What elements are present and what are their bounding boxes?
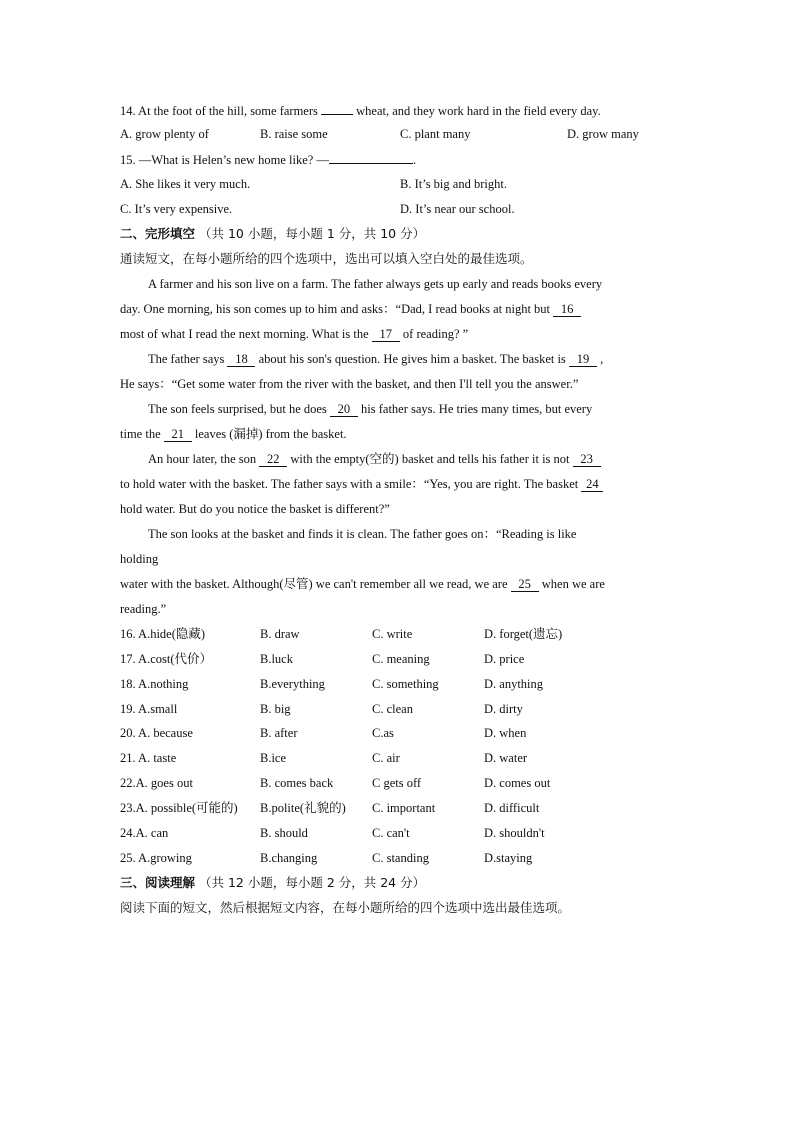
section-3-title: 三、阅读理解 [120, 875, 196, 890]
passage-line: most of what I read the next morning. What is the 17 of reading? ” [120, 327, 469, 341]
question-14-stem [120, 102, 601, 119]
q14-blank [321, 102, 353, 115]
passage-line: hold water. But do you notice the basket is different?” [120, 502, 390, 516]
section-2-instruction: 通读短文，在每小题所给的四个选项中，选出可以填入空白处的最佳选项。 [120, 251, 533, 266]
q14-option-c: C. plant many [400, 127, 471, 141]
q15-text: 15. —What is Helen’s new home like? — [120, 153, 329, 167]
q15-option-a: A. She likes it very much. [120, 177, 251, 191]
q15-option-b: B. It’s big and bright. [400, 177, 507, 191]
section-3-instruction: 阅读下面的短文，然后根据短文内容，在每小题所给的四个选项中选出最佳选项。 [120, 900, 571, 915]
blank-16: 16 [553, 302, 581, 317]
blank-22: 22 [259, 452, 287, 467]
q14-text-before: 14. At the foot of the hill, some farmers [120, 104, 318, 118]
q14-text-after: wheat, and they work hard in the field every day. [356, 104, 601, 118]
blank-24: 24 [581, 477, 603, 492]
blank-18: 18 [227, 352, 255, 367]
exam-page: 14. At the foot of the hill, some farmers wheat, and they work hard in the field every day. A. grow plenty of B. raise some C. plant many D. grow many 15. —What is Helen’s new home like? — . A. She likes it very much. B. It’s big and bright. C. It’s very expensive. D. It’s near our school. 二、完形填空 （共 10 小题，每小题 1 分，共 10 分） 通读短文，在每小题所给的四个选项中，选出可以填入空白处的最佳选项。 A farmer and his son live on a farm. The father always gets up early and reads books every day. One morning, his son comes up to him and asks：“Dad, I read books at night but 16 most of what I read the next morning. What is the 17 of reading? ” The father says 18 about his son's question. He gives him a basket. The basket is 19 , He says：“Get some water from the river with the basket, and then I'll tell you the answer.” The son feels surprised, but he does 20 his father says. He tries many times, but every time the 21 leaves (漏掉) from the basket. An hour later, the son 22 with the empty(空的) basket and tells his father it is not 23 to hold water with the basket. The father says with a smile：“Yes, you are right. The basket 24 hold water. But do you notice the basket is different?” The son looks at the basket and finds it is clean. The father goes on：“Reading is like holding water with the basket. Although(尽管) we can't remember all we read, we are 25 when we are reading.” 16. A.hide(隐藏) B. draw C. write D. forget(遗忘) 17. A.cost(代价） B.luck C. meaning D. price 18. A.nothing B.everything C. something D. anything 19. A.small B. big C. clean D. dirty 20. A. because B. after C.as D. when 21. A. taste B.ice C. air D. water 22.A. goes out B. comes back C gets off D. comes out 23.A. possible(可能的) B.polite(礼貌的) C. important D. difficult 24.A. can B. should C. can't D. shouldn't 25. A.growing B.changing C. standing D.staying 三、阅读理解 （共 12 小题，每小题 2 分，共 24 分） 阅读下面的短文，然后根据短文内容，在每小题所给的四个选项中选出最佳选项。 [120, 104, 639, 915]
passage-line: The son feels surprised, but he does 20 his father says. He tries many times, but every [148, 402, 593, 416]
passage-line: holding [120, 552, 159, 566]
section-2-note: （共 10 小题，每小题 1 分，共 10 分） [199, 226, 426, 241]
passage-line: The son looks at the basket and finds it is clean. The father goes on：“Reading is like [148, 527, 577, 541]
passage-line: A farmer and his son live on a farm. The father always gets up early and reads books every [148, 277, 603, 291]
passage-line: reading.” [120, 602, 167, 616]
blank-17: 17 [372, 327, 400, 342]
passage-line: The father says 18 about his son's question. He gives him a basket. The basket is 19 , [148, 352, 604, 366]
q15-option-c: C. It’s very expensive. [120, 202, 233, 216]
passage-line: An hour later, the son 22 with the empty(空的) basket and tells his father it is not 23 [148, 451, 601, 467]
section-2-title: 二、完形填空 [120, 226, 196, 241]
blank-23: 23 [573, 452, 601, 467]
q14-option-d: D. grow many [567, 127, 639, 141]
passage-line: time the 21 leaves (漏掉) from the basket. [120, 427, 347, 441]
q15-end: . [412, 153, 417, 167]
section-3-note: （共 12 小题，每小题 2 分，共 24 分） [199, 875, 426, 890]
blank-21: 21 [164, 427, 192, 442]
section-3-heading [120, 875, 425, 891]
blank-25: 25 [511, 577, 539, 592]
q15-option-d: D. It’s near our school. [400, 202, 515, 216]
passage-line: He says：“Get some water from the river with the basket, and then I'll tell you the answer.” [120, 377, 579, 391]
section-2-heading [120, 226, 425, 242]
question-15-stem [120, 151, 416, 168]
passage-line: to hold water with the basket. The father says with a smile：“Yes, you are right. The basket 24 [120, 476, 603, 492]
passage-line: day. One morning, his son comes up to him and asks：“Dad, I read books at night but 16 [120, 301, 581, 317]
q14-option-b: B. raise some [260, 127, 328, 141]
passage-line: water with the basket. Although(尽管) we can't remember all we read, we are 25 when we are [120, 577, 605, 591]
blank-20: 20 [330, 402, 358, 417]
blank-19: 19 [569, 352, 597, 367]
q14-option-a: A. grow plenty of [120, 127, 209, 141]
q15-blank [329, 151, 413, 164]
